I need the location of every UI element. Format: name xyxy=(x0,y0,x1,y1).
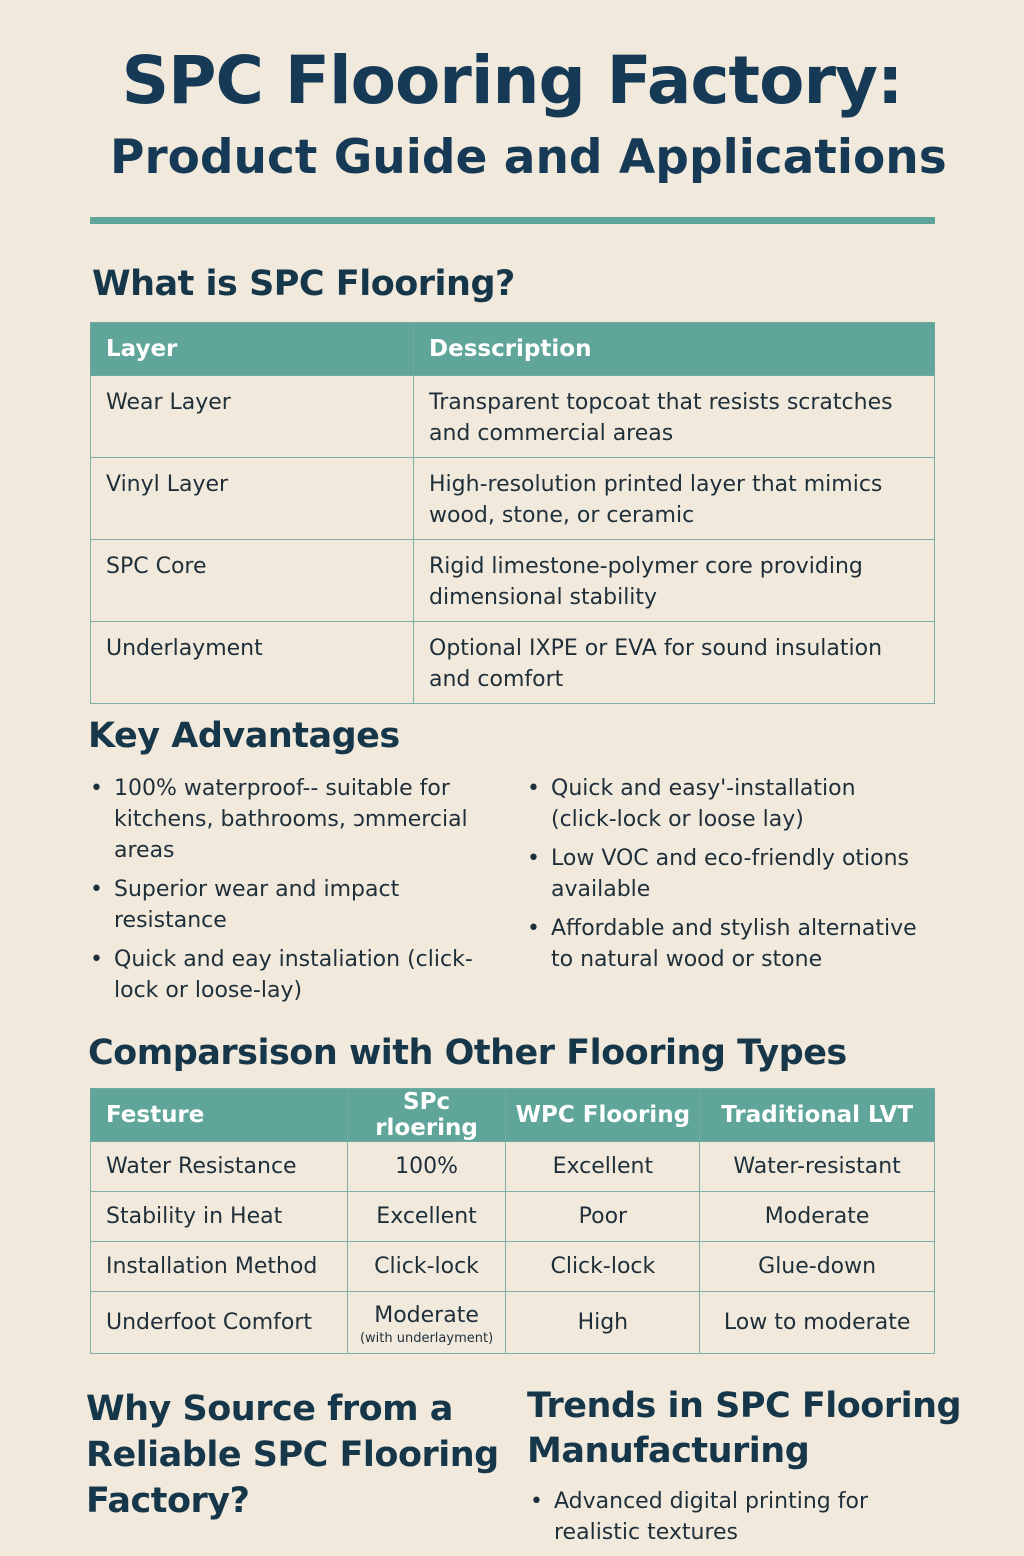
spc-cell: Click-lock xyxy=(347,1242,506,1292)
page-subtitle: Product Guide and Applications xyxy=(110,130,947,185)
list-item: • Advanced digital printing for realistic textures xyxy=(530,1486,900,1548)
table-header-row xyxy=(91,323,935,376)
list-item: • Low VOC and eco-friendly otions available xyxy=(527,843,922,905)
list-item: • 100% waterproof-- suitable for kitchens, bathrooms, ɔmmercial areas xyxy=(90,773,495,866)
feature-cell: Installation Method xyxy=(91,1242,348,1292)
wpc-cell: Poor xyxy=(506,1192,700,1242)
layer-description: Optional IXPE or EVA for sound insulation and comfort xyxy=(414,622,935,704)
spc-cell: 100% xyxy=(347,1142,506,1192)
column-header-wpc: WPC Flooring xyxy=(506,1089,700,1142)
trends-list xyxy=(530,1486,900,1556)
column-header-layer: Layer xyxy=(91,323,414,376)
layer-name: SPC Core xyxy=(91,540,414,622)
lvt-cell: Moderate xyxy=(700,1192,935,1242)
spc-value: Moderate xyxy=(374,1302,479,1328)
feature-cell: Stability in Heat xyxy=(91,1192,348,1242)
layer-description: Transparent topcoat that resists scratches and commercial areas xyxy=(414,376,935,458)
advantages-list-right xyxy=(527,773,922,983)
list-item: • Quick and easy'-installation (click-lock or loose lay) xyxy=(527,773,922,835)
column-header-feature: Festure xyxy=(91,1089,348,1142)
table-row xyxy=(91,1142,935,1192)
heading-line: Reliable SPC Flooring xyxy=(86,1435,499,1475)
layer-name: Wear Layer xyxy=(91,376,414,458)
table-row xyxy=(91,1192,935,1242)
section-heading-advantages: Key Advantages xyxy=(88,716,400,756)
page-title: SPC Flooring Factory: xyxy=(121,42,903,119)
comparison-table xyxy=(90,1088,935,1354)
advantages-list-left xyxy=(90,773,495,1014)
spc-cell xyxy=(347,1292,506,1354)
wpc-cell: Excellent xyxy=(506,1142,700,1192)
feature-cell: Underfoot Comfort xyxy=(91,1292,348,1354)
lvt-cell: Glue-down xyxy=(700,1242,935,1292)
wpc-cell: High xyxy=(506,1292,700,1354)
heading-line: Why Source from a xyxy=(86,1389,453,1429)
lvt-cell: Low to moderate xyxy=(700,1292,935,1354)
spc-cell: Excellent xyxy=(347,1192,506,1242)
heading-line: Manufacturing xyxy=(527,1431,810,1471)
table-row xyxy=(91,1292,935,1354)
section-heading-trends xyxy=(527,1384,997,1474)
lvt-cell: Water-resistant xyxy=(700,1142,935,1192)
table-header-row xyxy=(91,1089,935,1142)
layer-description: Rigid limestone-polymer core providing dimensional stability xyxy=(414,540,935,622)
table-row xyxy=(91,458,935,540)
list-item: • Affordable and stylish alternative to natural wood or stone xyxy=(527,913,922,975)
layer-description: High-resolution printed layer that mimics wood, stone, or ceramic xyxy=(414,458,935,540)
section-heading-what: What is SPC Flooring? xyxy=(92,264,515,304)
section-heading-compare: Comparsison with Other Flooring Types xyxy=(88,1033,847,1073)
column-header-spc: SPc rloering xyxy=(347,1089,506,1142)
layers-table xyxy=(90,322,935,704)
wpc-cell: Click-lock xyxy=(506,1242,700,1292)
list-item: • Superior wear and impact resistance xyxy=(90,874,495,936)
table-row xyxy=(91,540,935,622)
layer-name: Underlayment xyxy=(91,622,414,704)
table-row xyxy=(91,1242,935,1292)
heading-line: Trends in SPC Flooring xyxy=(527,1386,962,1426)
table-row xyxy=(91,376,935,458)
section-heading-source xyxy=(86,1386,506,1524)
feature-cell: Water Resistance xyxy=(91,1142,348,1192)
heading-line: Factory? xyxy=(86,1481,250,1521)
column-header-lvt: Traditional LVT xyxy=(700,1089,935,1142)
column-header-description: Desscription xyxy=(414,323,935,376)
table-row xyxy=(91,622,935,704)
layer-name: Vinyl Layer xyxy=(91,458,414,540)
title-divider xyxy=(90,217,935,224)
spc-note: (with underlayment) xyxy=(359,1330,494,1346)
list-item: • Quick and eay instaliation (click-lock or loose-lay) xyxy=(90,944,495,1006)
